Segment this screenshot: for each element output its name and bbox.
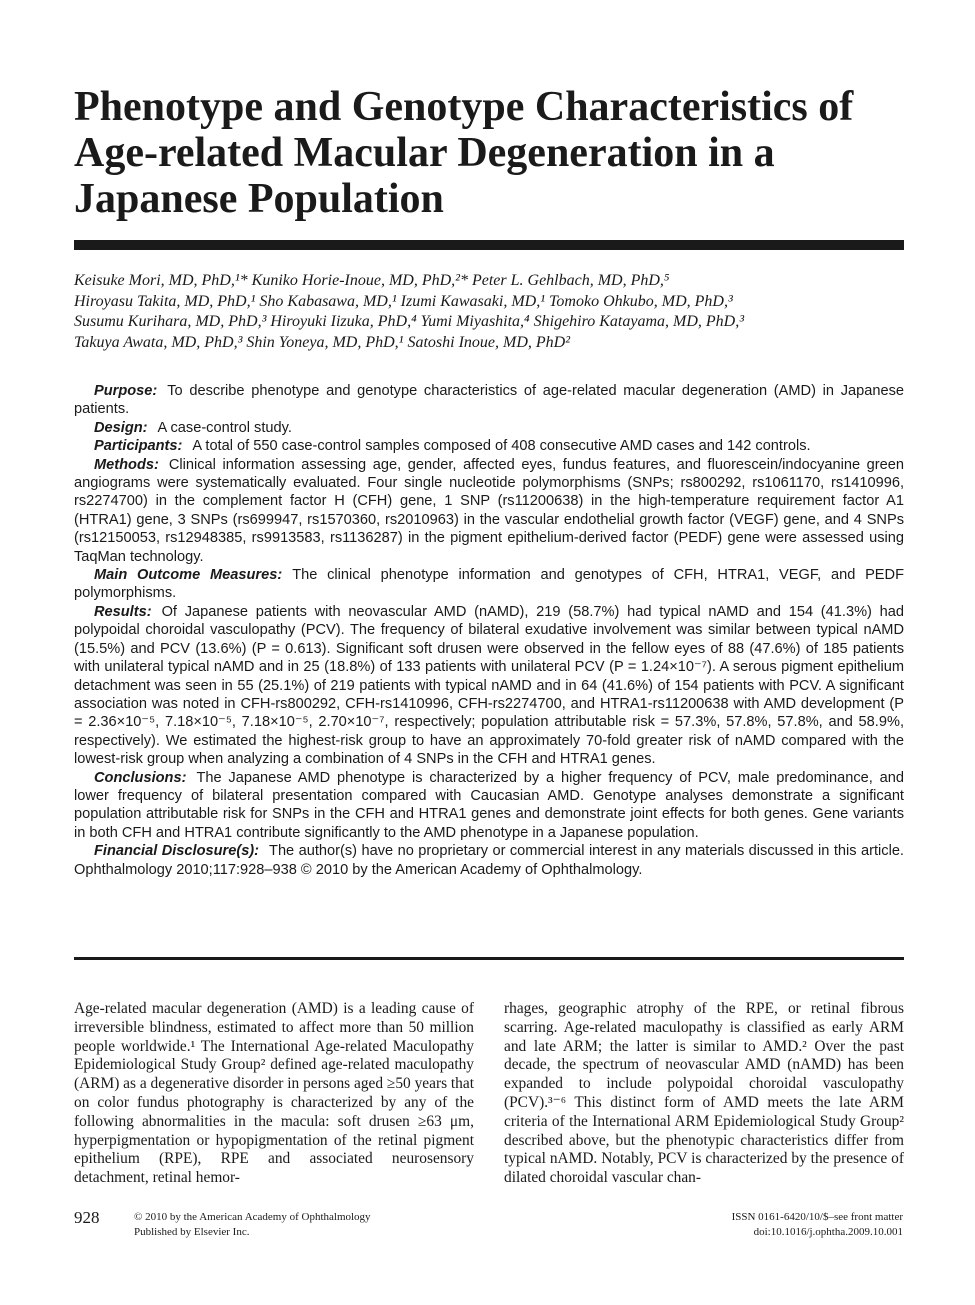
page-number: 928 (74, 1208, 100, 1227)
body-paragraph: rhages, geographic atrophy of the RPE, or retinal fibrous scarring. Age-related maculopathy is classified as early ARM and late ARM; the latter is similar to AMD.² Over the past decade, the spectrum of neovascular AMD (nAMD) has been expanded to include polypoidal choroidal vasculopathy (PCV).³⁻⁶ This distinct form of AMD meets the late ARM criteria of the International ARM Epidemiological Study Group² described above, but the phenotypic characteristics differ from typical nAMD. Notably, PCV is characterized by the presence of dilated choroidal vascular chan- (504, 1000, 904, 1187)
issn-info (732, 1210, 903, 1240)
author-line: Hiroyasu Takita, MD, PhD,¹ Sho Kabasawa, MD,¹ Izumi Kawasaki, MD,¹ Tomoko Ohkubo, MD, PhD,³ (74, 292, 733, 310)
abstract-conclusions (74, 769, 904, 843)
abstract-text: Of Japanese patients with neovascular AMD (nAMD), 219 (58.7%) had typical nAMD and 154 (41.3%) had polypoidal choroidal vasculopathy (PCV). The frequency of bilateral exudative involvement was similar between typical nAMD (15.5%) and PCV (13.6%) (P = 0.613). Significant soft drusen were observed in the fellow eyes of 88 (47.6%) of 185 patients with unilateral typical nAMD and in 25 (18.8%) of 133 patients with unilateral PCV (P = 1.24×10⁻⁷). A serous pigment epithelium detachment was seen in 55 (25.1%) of 219 patients with typical nAMD and in 64 (41.6%) of 154 patients with PCV. A significant association was noted in CFH-rs800292, CFH-rs1410996, CFH-rs2274700, and HTRA1-rs11200638 with AMD development (P = 2.36×10⁻⁵, 7.18×10⁻⁵, 7.18×10⁻⁵, 2.70×10⁻⁷, respectively; population attributable risk = 57.3%, 57.8%, 57.8%, and 58.9%, respectively). We estimated the highest-risk group to have an approximately 70-fold greater risk of nAMD compared with the lowest-risk group when analyzing a combination of 4 SNPs in the CFH and HTRA1 genes. (74, 603, 904, 768)
abstract-text: A case-control study. (157, 419, 292, 436)
abstract-label: Main Outcome Measures: (94, 567, 283, 584)
doi-line: doi:10.1016/j.ophtha.2009.10.001 (753, 1226, 903, 1238)
publisher-info (134, 1210, 371, 1240)
abstract-label: Design: (94, 419, 148, 436)
abstract-label: Conclusions: (94, 769, 187, 786)
abstract-participants (74, 437, 904, 455)
article-title (74, 84, 914, 222)
abstract-label: Financial Disclosure(s): (94, 843, 260, 860)
abstract-label: Participants: (94, 438, 183, 455)
abstract-outcome (74, 566, 904, 603)
author-line: Takuya Awata, MD, PhD,³ Shin Yoneya, MD, PhD,¹ Satoshi Inoue, MD, PhD² (74, 333, 570, 351)
abstract-text: The clinical phenotype information and genotypes of CFH, HTRA1, VEGF, and PEDF polymorphisms. (74, 567, 904, 602)
issn-line: ISSN 0161-6420/10/$–see front matter (731, 1211, 903, 1223)
author-line: Keisuke Mori, MD, PhD,¹* Kuniko Horie-Inoue, MD, PhD,²* Peter L. Gehlbach, MD, PhD,⁵ (74, 272, 670, 289)
abstract-text: The Japanese AMD phenotype is characterized by a higher frequency of PCV, male predominance, and lower frequency of bilateral presentation compared with Caucasian AMD. Genotype analyses demonstrate a significant population attributable risk for SNPs in the CFH and HTRA1 genes and demonstrate joint effects for both genes. Gene variants in both CFH and HTRA1 contribute significantly to the AMD phenotype in a Japanese population. (74, 769, 904, 841)
title-line: Age-related Macular Degeneration in a (74, 130, 775, 176)
abstract-label: Purpose: (94, 383, 158, 399)
abstract-text: To describe phenotype and genotype characteristics of age-related macular degeneration (AMD) in Japanese patients. (74, 383, 904, 418)
copyright-line: © 2010 by the American Academy of Ophthalmology (134, 1211, 371, 1223)
abstract-text: The author(s) have no proprietary or commercial interest in any materials discussed in this article. Ophthalmology 2010;117:928–938 © 2010 by the American Academy of Ophthalmology. (74, 843, 904, 878)
body-column-right (504, 1000, 904, 1188)
abstract-label: Methods: (94, 456, 159, 473)
title-divider (74, 240, 904, 250)
abstract-results (74, 603, 904, 769)
title-line: Phenotype and Genotype Characteristics of (74, 84, 854, 130)
body-paragraph: Age-related macular degeneration (AMD) is a leading cause of irreversible blindness, estimated to affect more than 50 million people worldwide.¹ The International Age-related Maculopathy Epidemiological Study Group² defined age-related maculopathy (ARM) as a degenerative disorder in persons aged ≥50 years that on color fundus photography is characterized by any of the following abnormalities in the macula: soft drusen ≥63 μm, hyperpigmentation or hypopigmentation of the retinal pigment epithelium (RPE), RPE and associated neurosensory detachment, retinal hemor- (74, 1000, 474, 1187)
title-line: Japanese Population (74, 176, 444, 222)
abstract (74, 382, 904, 879)
abstract-purpose (74, 382, 904, 419)
author-line: Susumu Kurihara, MD, PhD,³ Hiroyuki Iizuka, PhD,⁴ Yumi Miyashita,⁴ Shigehiro Katayama, MD, PhD,³ (74, 313, 745, 330)
author-list (74, 271, 914, 353)
abstract-label: Results: (94, 603, 152, 620)
abstract-divider (74, 957, 904, 960)
abstract-design (74, 419, 904, 437)
publisher-line: Published by Elsevier Inc. (134, 1226, 250, 1238)
abstract-text: A total of 550 case-control samples composed of 408 consecutive AMD cases and 142 controls. (192, 438, 811, 455)
abstract-methods (74, 456, 904, 566)
abstract-text: Clinical information assessing age, gender, affected eyes, fundus features, and fluorescein/indocyanine green angiograms were systematically evaluated. Four single nucleotide polymorphisms (SNPs; rs800292, rs1061170, rs1410996, rs2274700) in the complement factor H (CFH) gene, 1 SNP (rs11200638) in the high-temperature requirement factor A1 (HTRA1) gene, 3 SNPs (rs699947, rs1570360, rs2010963) in the vascular endothelial growth factor (VEGF) gene, and 4 SNPs (rs12150053, rs12948385, rs9913583, rs1136287) in the pigment epithelium-derived factor (PEDF) gene were assessed using TaqMan technology. (74, 456, 904, 565)
abstract-disclosure (74, 842, 904, 879)
body-column-left (74, 1000, 474, 1188)
